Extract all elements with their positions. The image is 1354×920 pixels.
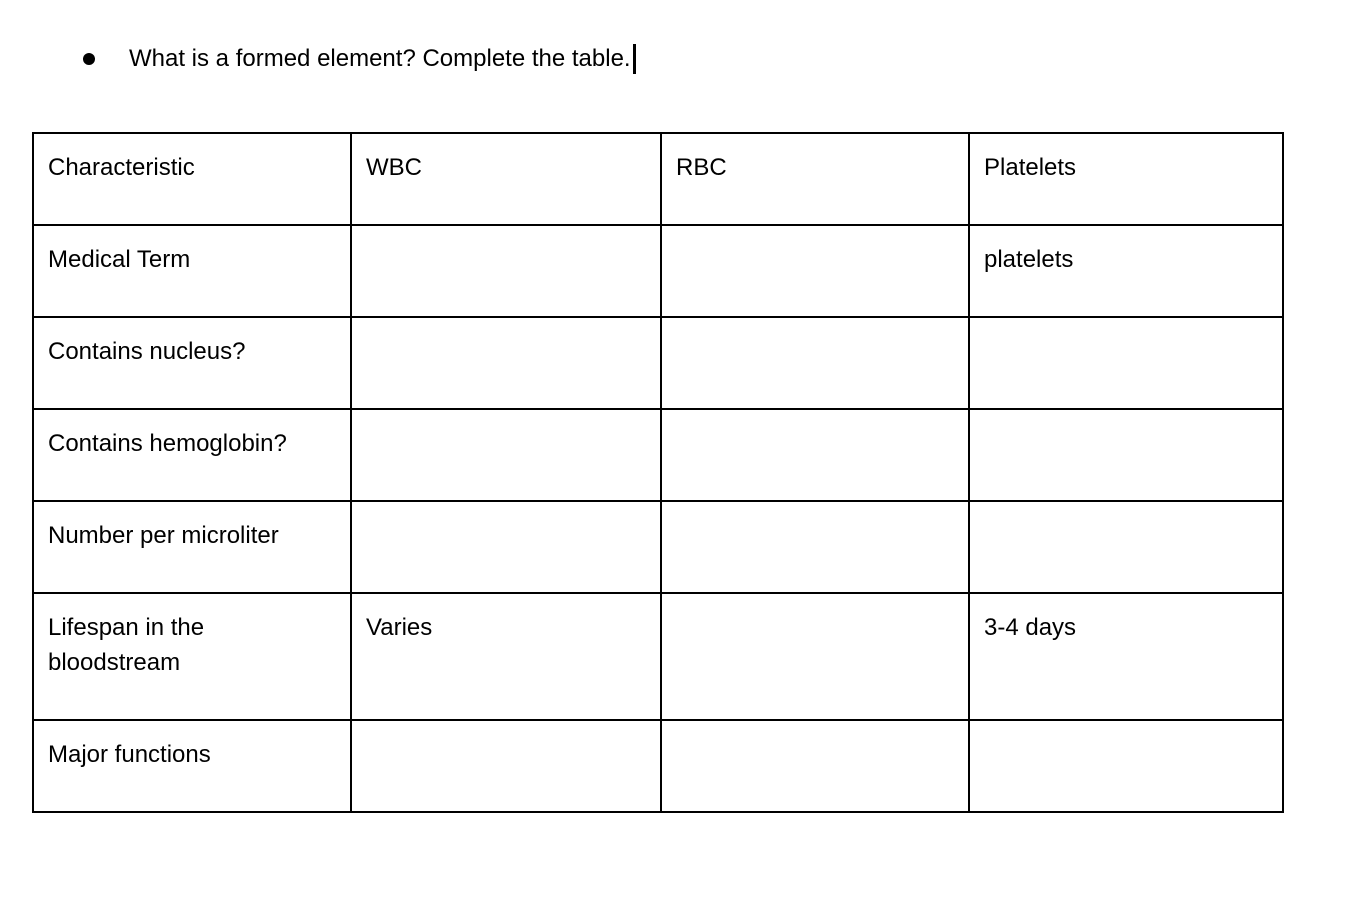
table-row [33, 317, 1283, 409]
bullet-item [80, 42, 636, 76]
table-row [33, 409, 1283, 501]
table-cell[interactable] [351, 720, 661, 812]
table-cell[interactable] [661, 501, 969, 593]
table-cell[interactable] [661, 720, 969, 812]
table-header-cell[interactable]: Platelets [969, 133, 1283, 225]
table-cell[interactable] [969, 317, 1283, 409]
table-cell[interactable]: Contains hemoglobin? [33, 409, 351, 501]
table-row [33, 501, 1283, 593]
table-cell[interactable] [969, 720, 1283, 812]
table-header-cell[interactable]: Characteristic [33, 133, 351, 225]
table-cell[interactable] [969, 501, 1283, 593]
table-cell[interactable] [661, 593, 969, 720]
text-cursor [633, 44, 636, 74]
table-row [33, 720, 1283, 812]
table-cell[interactable] [661, 225, 969, 317]
table-cell[interactable]: Number per microliter [33, 501, 351, 593]
table-cell[interactable]: Contains nucleus? [33, 317, 351, 409]
table-cell[interactable] [661, 317, 969, 409]
table-cell[interactable]: Lifespan in the bloodstream [33, 593, 351, 720]
table-header-cell[interactable]: RBC [661, 133, 969, 225]
table-cell[interactable] [351, 317, 661, 409]
table-cell[interactable]: Varies [351, 593, 661, 720]
bullet-icon [83, 53, 95, 65]
table-cell[interactable] [351, 225, 661, 317]
table-cell[interactable] [969, 409, 1283, 501]
table-cell[interactable] [351, 501, 661, 593]
table-cell[interactable]: Major functions [33, 720, 351, 812]
table-row [33, 593, 1283, 720]
table-cell[interactable] [661, 409, 969, 501]
characteristics-table [32, 132, 1284, 813]
table-cell[interactable]: platelets [969, 225, 1283, 317]
table-header-row [33, 133, 1283, 225]
table-cell[interactable]: 3-4 days [969, 593, 1283, 720]
prompt-text[interactable]: What is a formed element? Complete the table. [129, 45, 631, 72]
table-cell[interactable] [351, 409, 661, 501]
table-row [33, 225, 1283, 317]
table-header-cell[interactable]: WBC [351, 133, 661, 225]
table-cell[interactable]: Medical Term [33, 225, 351, 317]
